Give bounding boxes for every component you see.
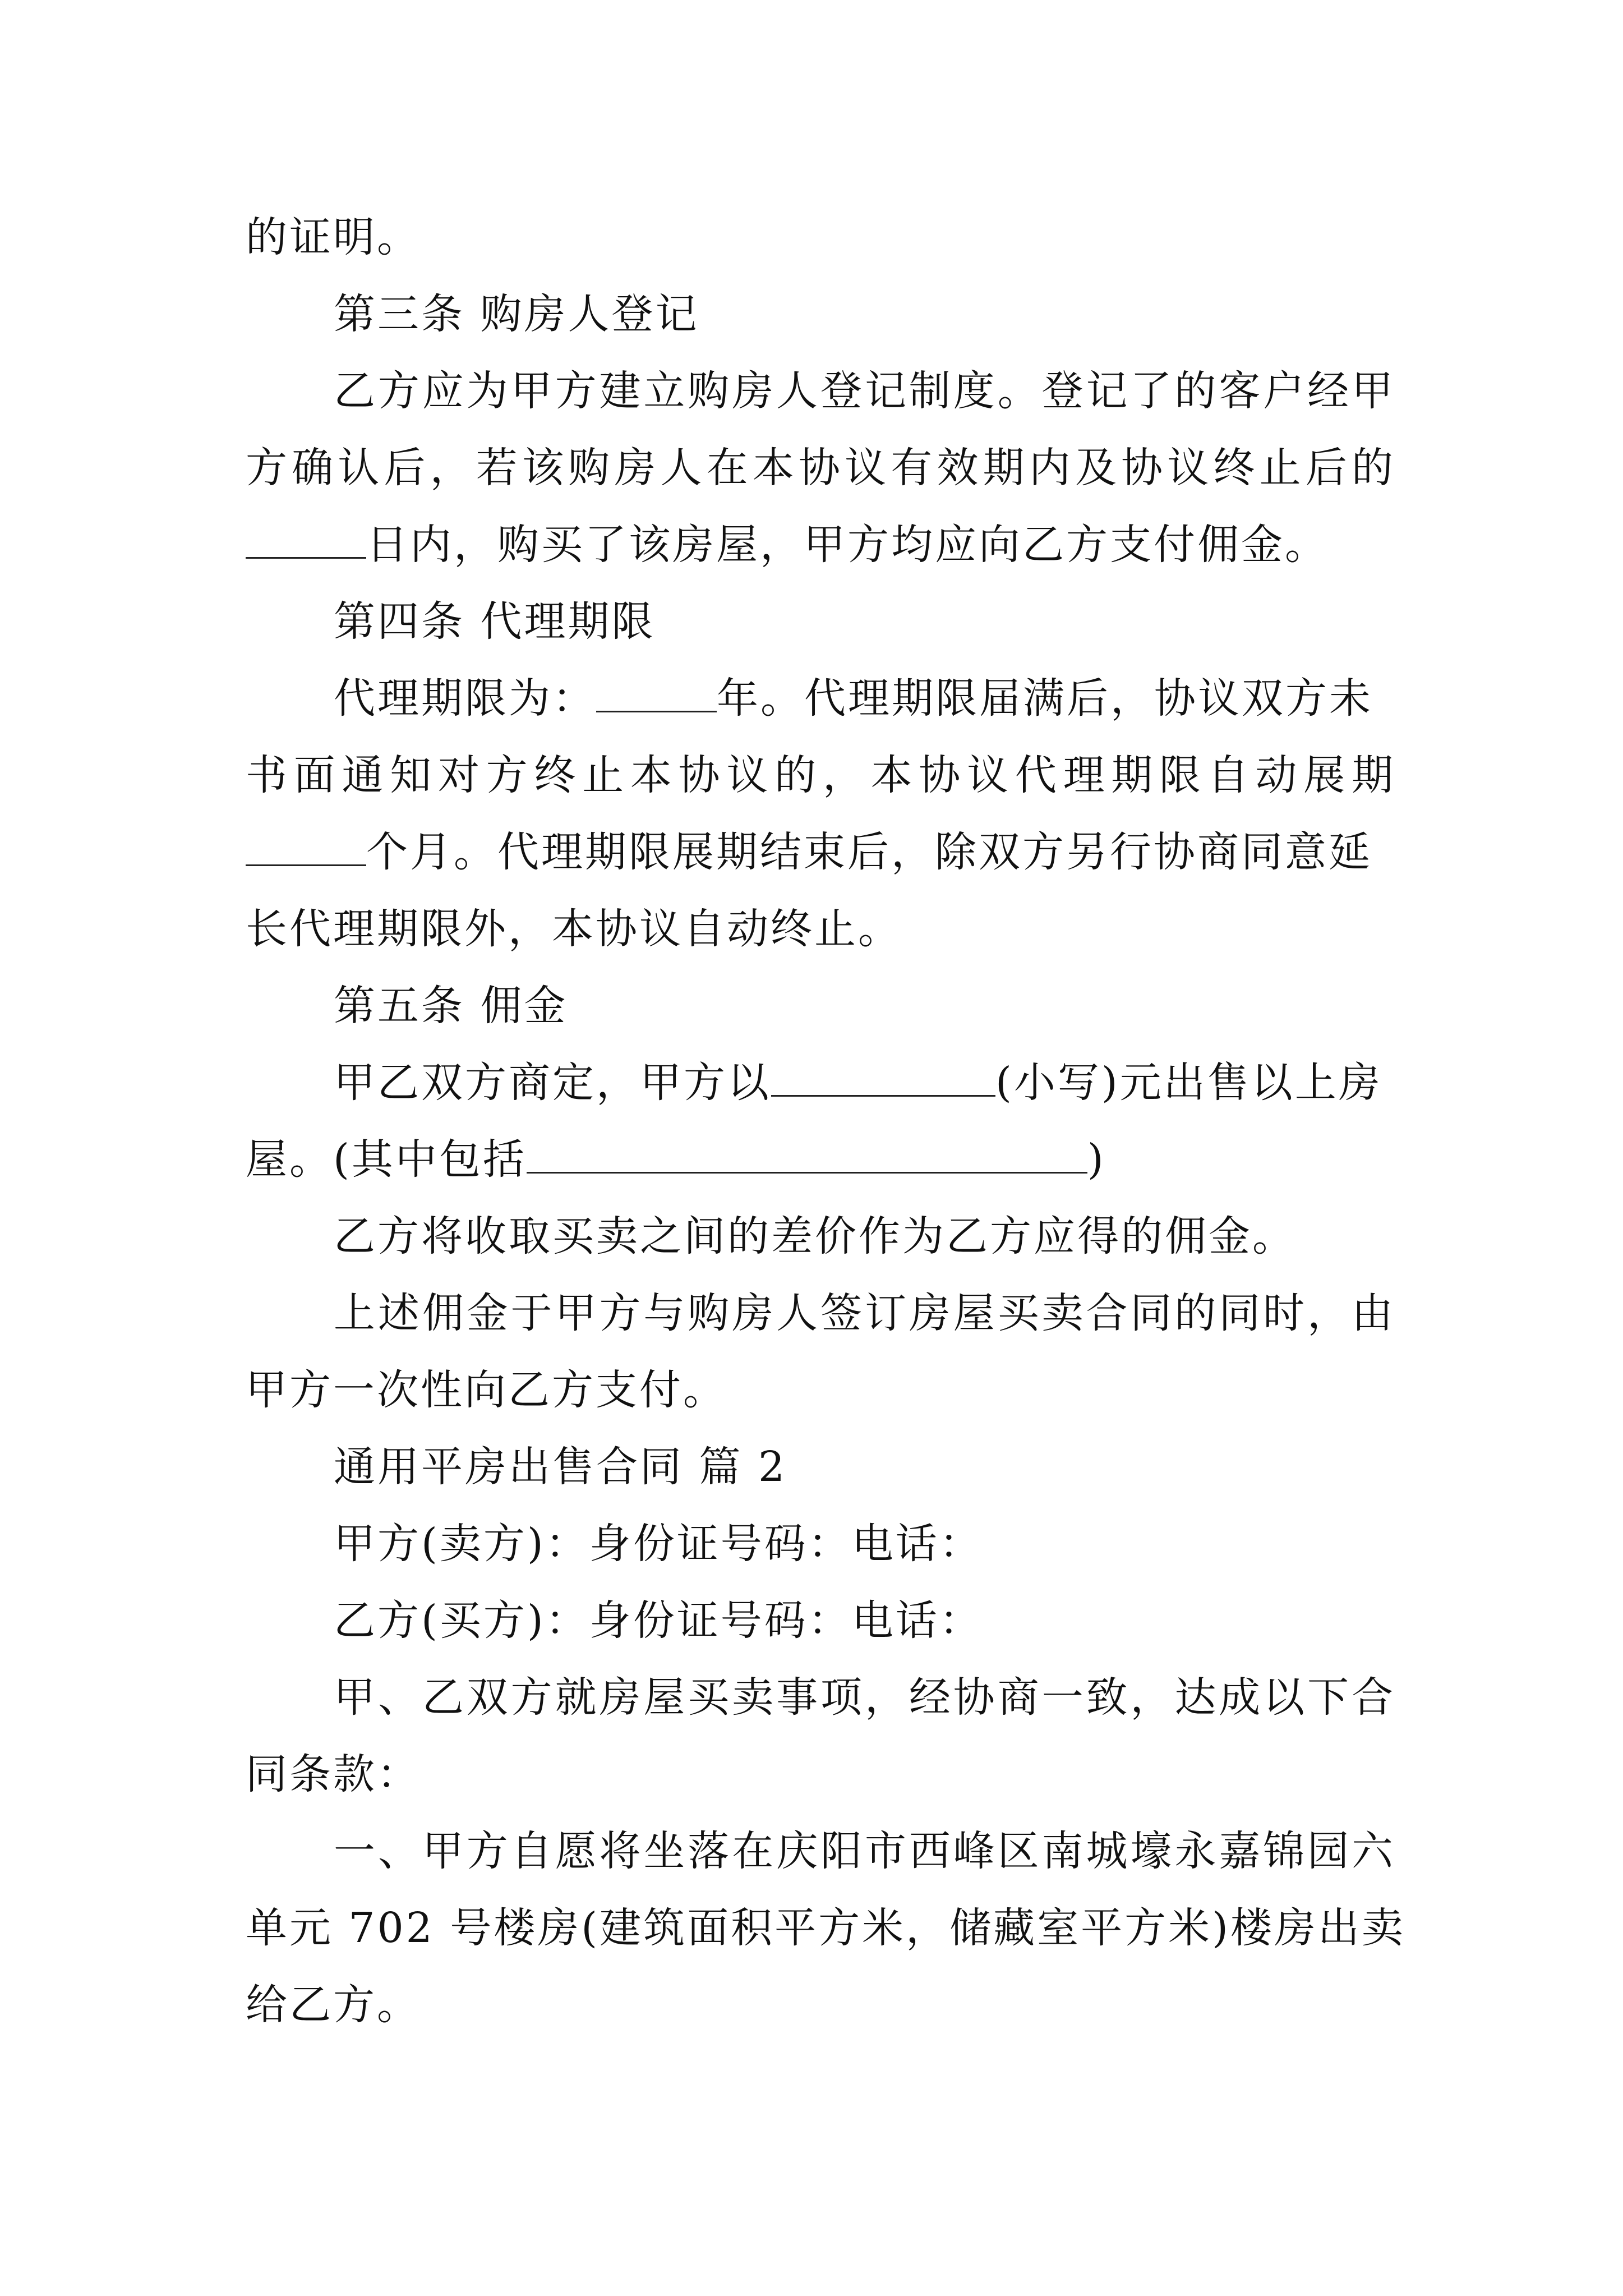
fill-in-blank bbox=[596, 676, 717, 712]
text-segment: 年。代理期限届满后，协议双方未 bbox=[717, 674, 1373, 723]
fill-in-blank bbox=[771, 1060, 995, 1097]
paragraph-line: 方确认后，若该购房人在本协议有效期内及协议终止后的 bbox=[246, 444, 1395, 492]
paragraph-line: 一、甲方自愿将坐落在庆阳市西峰区南城壕永嘉锦园六 bbox=[334, 1827, 1395, 1875]
text-segment: 代理期限为： bbox=[334, 674, 596, 723]
fill-in-blank bbox=[527, 1137, 1087, 1174]
article-heading: 第四条 代理期限 bbox=[334, 597, 656, 646]
paragraph-line: 上述佣金于甲方与购房人签订房屋买卖合同的同时，由 bbox=[334, 1289, 1395, 1337]
paragraph-line: 书面通知对方终止本协议的，本协议代理期限自动展期 bbox=[246, 751, 1395, 799]
article-heading: 第三条 购房人登记 bbox=[334, 290, 699, 338]
paragraph-line bbox=[246, 1121, 1395, 1198]
text-segment: (小写)元出售以上房 bbox=[995, 1059, 1382, 1107]
paragraph-line: 的证明。 bbox=[246, 213, 421, 261]
document-body bbox=[246, 199, 1406, 2044]
paragraph-line: 同条款： bbox=[246, 1750, 421, 1798]
paragraph-line bbox=[246, 507, 1395, 583]
text-segment: 日内，购买了该房屋，甲方均应向乙方支付佣金。 bbox=[366, 521, 1329, 569]
paragraph-line: 单元 702 号楼房(建筑面积平方米，储藏室平方米)楼房出卖 bbox=[246, 1904, 1406, 1952]
paragraph-line: 给乙方。 bbox=[246, 1981, 421, 2029]
party-b-line: 乙方(买方)：身份证号码：电话： bbox=[334, 1596, 983, 1645]
paragraph-line bbox=[246, 1045, 1395, 1121]
text-segment: 甲乙双方商定，甲方以 bbox=[334, 1059, 771, 1107]
fill-in-blank bbox=[246, 830, 366, 866]
paragraph-line bbox=[246, 814, 1395, 891]
text-segment: 个月。代理期限展期结束后，除双方另行协商同意延 bbox=[366, 828, 1372, 876]
paragraph-line: 乙方应为甲方建立购房人登记制度。登记了的客户经甲 bbox=[334, 367, 1395, 415]
party-a-line: 甲方(卖方)：身份证号码：电话： bbox=[334, 1520, 983, 1568]
paragraph-line bbox=[246, 660, 1395, 737]
paragraph-line: 乙方将收取买卖之间的差价作为乙方应得的佣金。 bbox=[334, 1212, 1296, 1260]
paragraph-line: 甲方一次性向乙方支付。 bbox=[246, 1366, 727, 1414]
section-title: 通用平房出售合同 篇 2 bbox=[334, 1443, 787, 1491]
paragraph-line: 甲、乙双方就房屋买卖事项，经协商一致，达成以下合 bbox=[334, 1673, 1395, 1722]
paragraph-line: 长代理期限外，本协议自动终止。 bbox=[246, 905, 902, 953]
article-heading: 第五条 佣金 bbox=[334, 982, 568, 1030]
text-segment: ) bbox=[1087, 1135, 1106, 1184]
text-segment: 屋。(其中包括 bbox=[246, 1135, 527, 1184]
fill-in-blank bbox=[246, 522, 366, 559]
